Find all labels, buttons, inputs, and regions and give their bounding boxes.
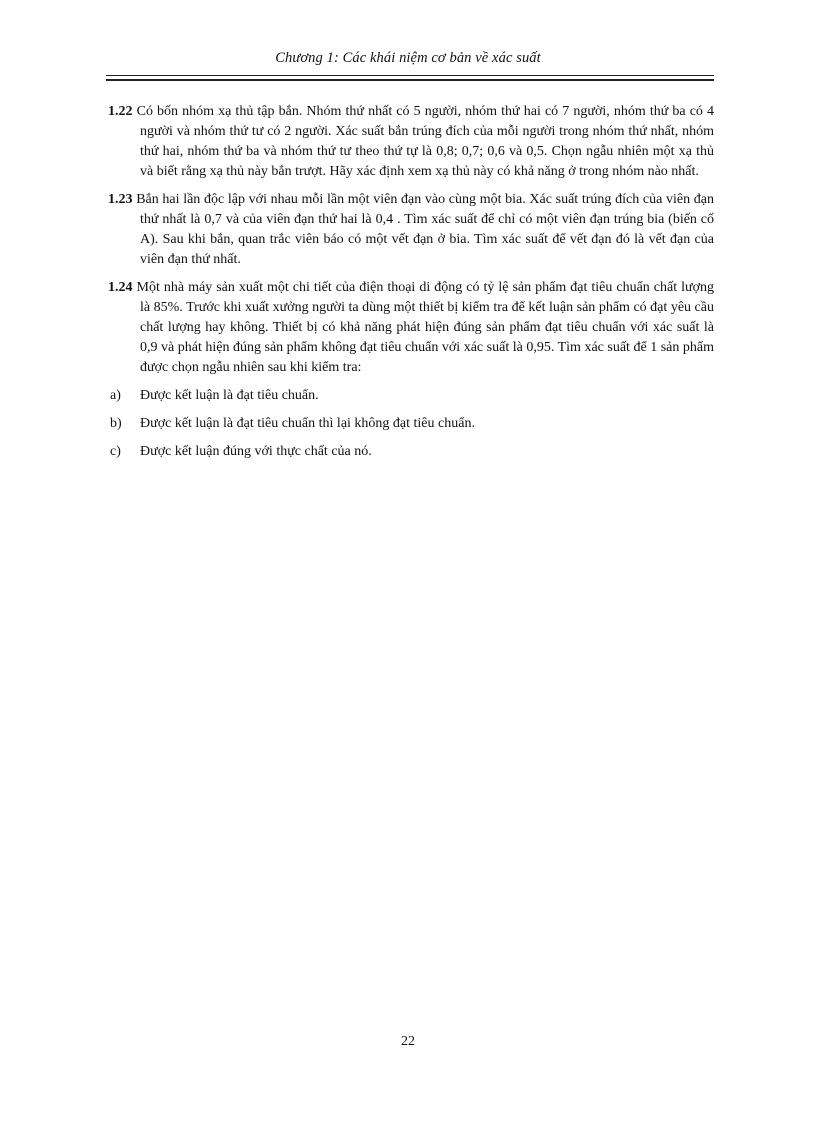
header-rule-thick <box>106 79 714 81</box>
problem-number: 1.24 <box>108 280 133 295</box>
subitem-c <box>108 442 714 462</box>
problem-1-24 <box>108 278 714 378</box>
header-rule-thin <box>106 75 714 76</box>
problem-text: Một nhà máy sản xuất một chi tiết của điện thoại di động có tỷ lệ sản phẩm đạt tiêu chuẩn chất lượng là 85%. Trước khi xuất xưởng người ta dùng một thiết bị kiểm tra để kết luận sản phẩm có đạt yêu cầu chất lượng hay không. Thiết bị có khả năng phát hiện đúng sản phẩm đạt tiêu chuẩn với xác suất là 0,9 và phát hiện đúng sản phẩm không đạt tiêu chuẩn với xác suất là 0,95. Tìm xác suất để 1 sản phẩm được chọn ngẫu nhiên sau khi kiểm tra: <box>136 280 715 375</box>
subitem-label: b) <box>110 416 122 431</box>
problem-text-part2: và của viên đạn thứ hai là <box>225 212 372 227</box>
chapter-header-title: Chương 1: Các khái niệm cơ bản về xác suất <box>275 50 541 66</box>
math-value-second-shot: 0,4 <box>375 212 394 227</box>
subitem-text: Được kết luận đúng với thực chất của nó. <box>140 444 372 459</box>
math-value-first-shot: 0,7 <box>204 212 222 227</box>
subitem-text: Được kết luận là đạt tiêu chuẩn thì lại không đạt tiêu chuẩn. <box>140 416 475 431</box>
page-content <box>108 102 714 470</box>
problem-number: 1.22 <box>108 104 133 119</box>
subitem-text: Được kết luận là đạt tiêu chuẩn. <box>140 388 319 403</box>
subitem-a <box>108 386 714 406</box>
problem-1-24-subitems <box>108 386 714 462</box>
problem-1-23 <box>108 190 714 270</box>
subitem-label: a) <box>110 388 121 403</box>
problem-text-part3: . Tìm xác suất để chỉ có một viên đạn trúng bia (biến cố A). Sau khi bắn, quan trắc viên báo có một vết đạn ở bia. Tìm xác suất để vết đạn đó là vết đạn của viên đạn thứ nhất. <box>140 212 714 267</box>
problem-number: 1.23 <box>108 192 133 207</box>
problem-text-part1: Bắn hai lần độc lập với nhau mỗi lần một viên đạn vào cùng một bia. Xác suất trúng đích của viên đạn thứ nhất là <box>136 192 714 227</box>
problem-text: Có bốn nhóm xạ thủ tập bắn. Nhóm thứ nhất có 5 người, nhóm thứ hai có 7 người, nhóm thứ ba có 4 người và nhóm thứ tư có 2 người. Xác suất bắn trúng đích của mỗi người trong nhóm thứ nhất, nhóm thứ hai, nhóm thứ ba và nhóm thứ tư theo thứ tự là 0,8; 0,7; 0,6 và 0,5. Chọn ngẫu nhiên một xạ thủ và biết rằng xạ thủ này bắn trượt. Hãy xác định xem xạ thủ này có khả năng ở trong nhóm nào nhất. <box>136 104 715 179</box>
subitem-label: c) <box>110 444 121 459</box>
page-number: 22 <box>401 1034 415 1049</box>
problem-1-22 <box>108 102 714 182</box>
subitem-b <box>108 414 714 434</box>
